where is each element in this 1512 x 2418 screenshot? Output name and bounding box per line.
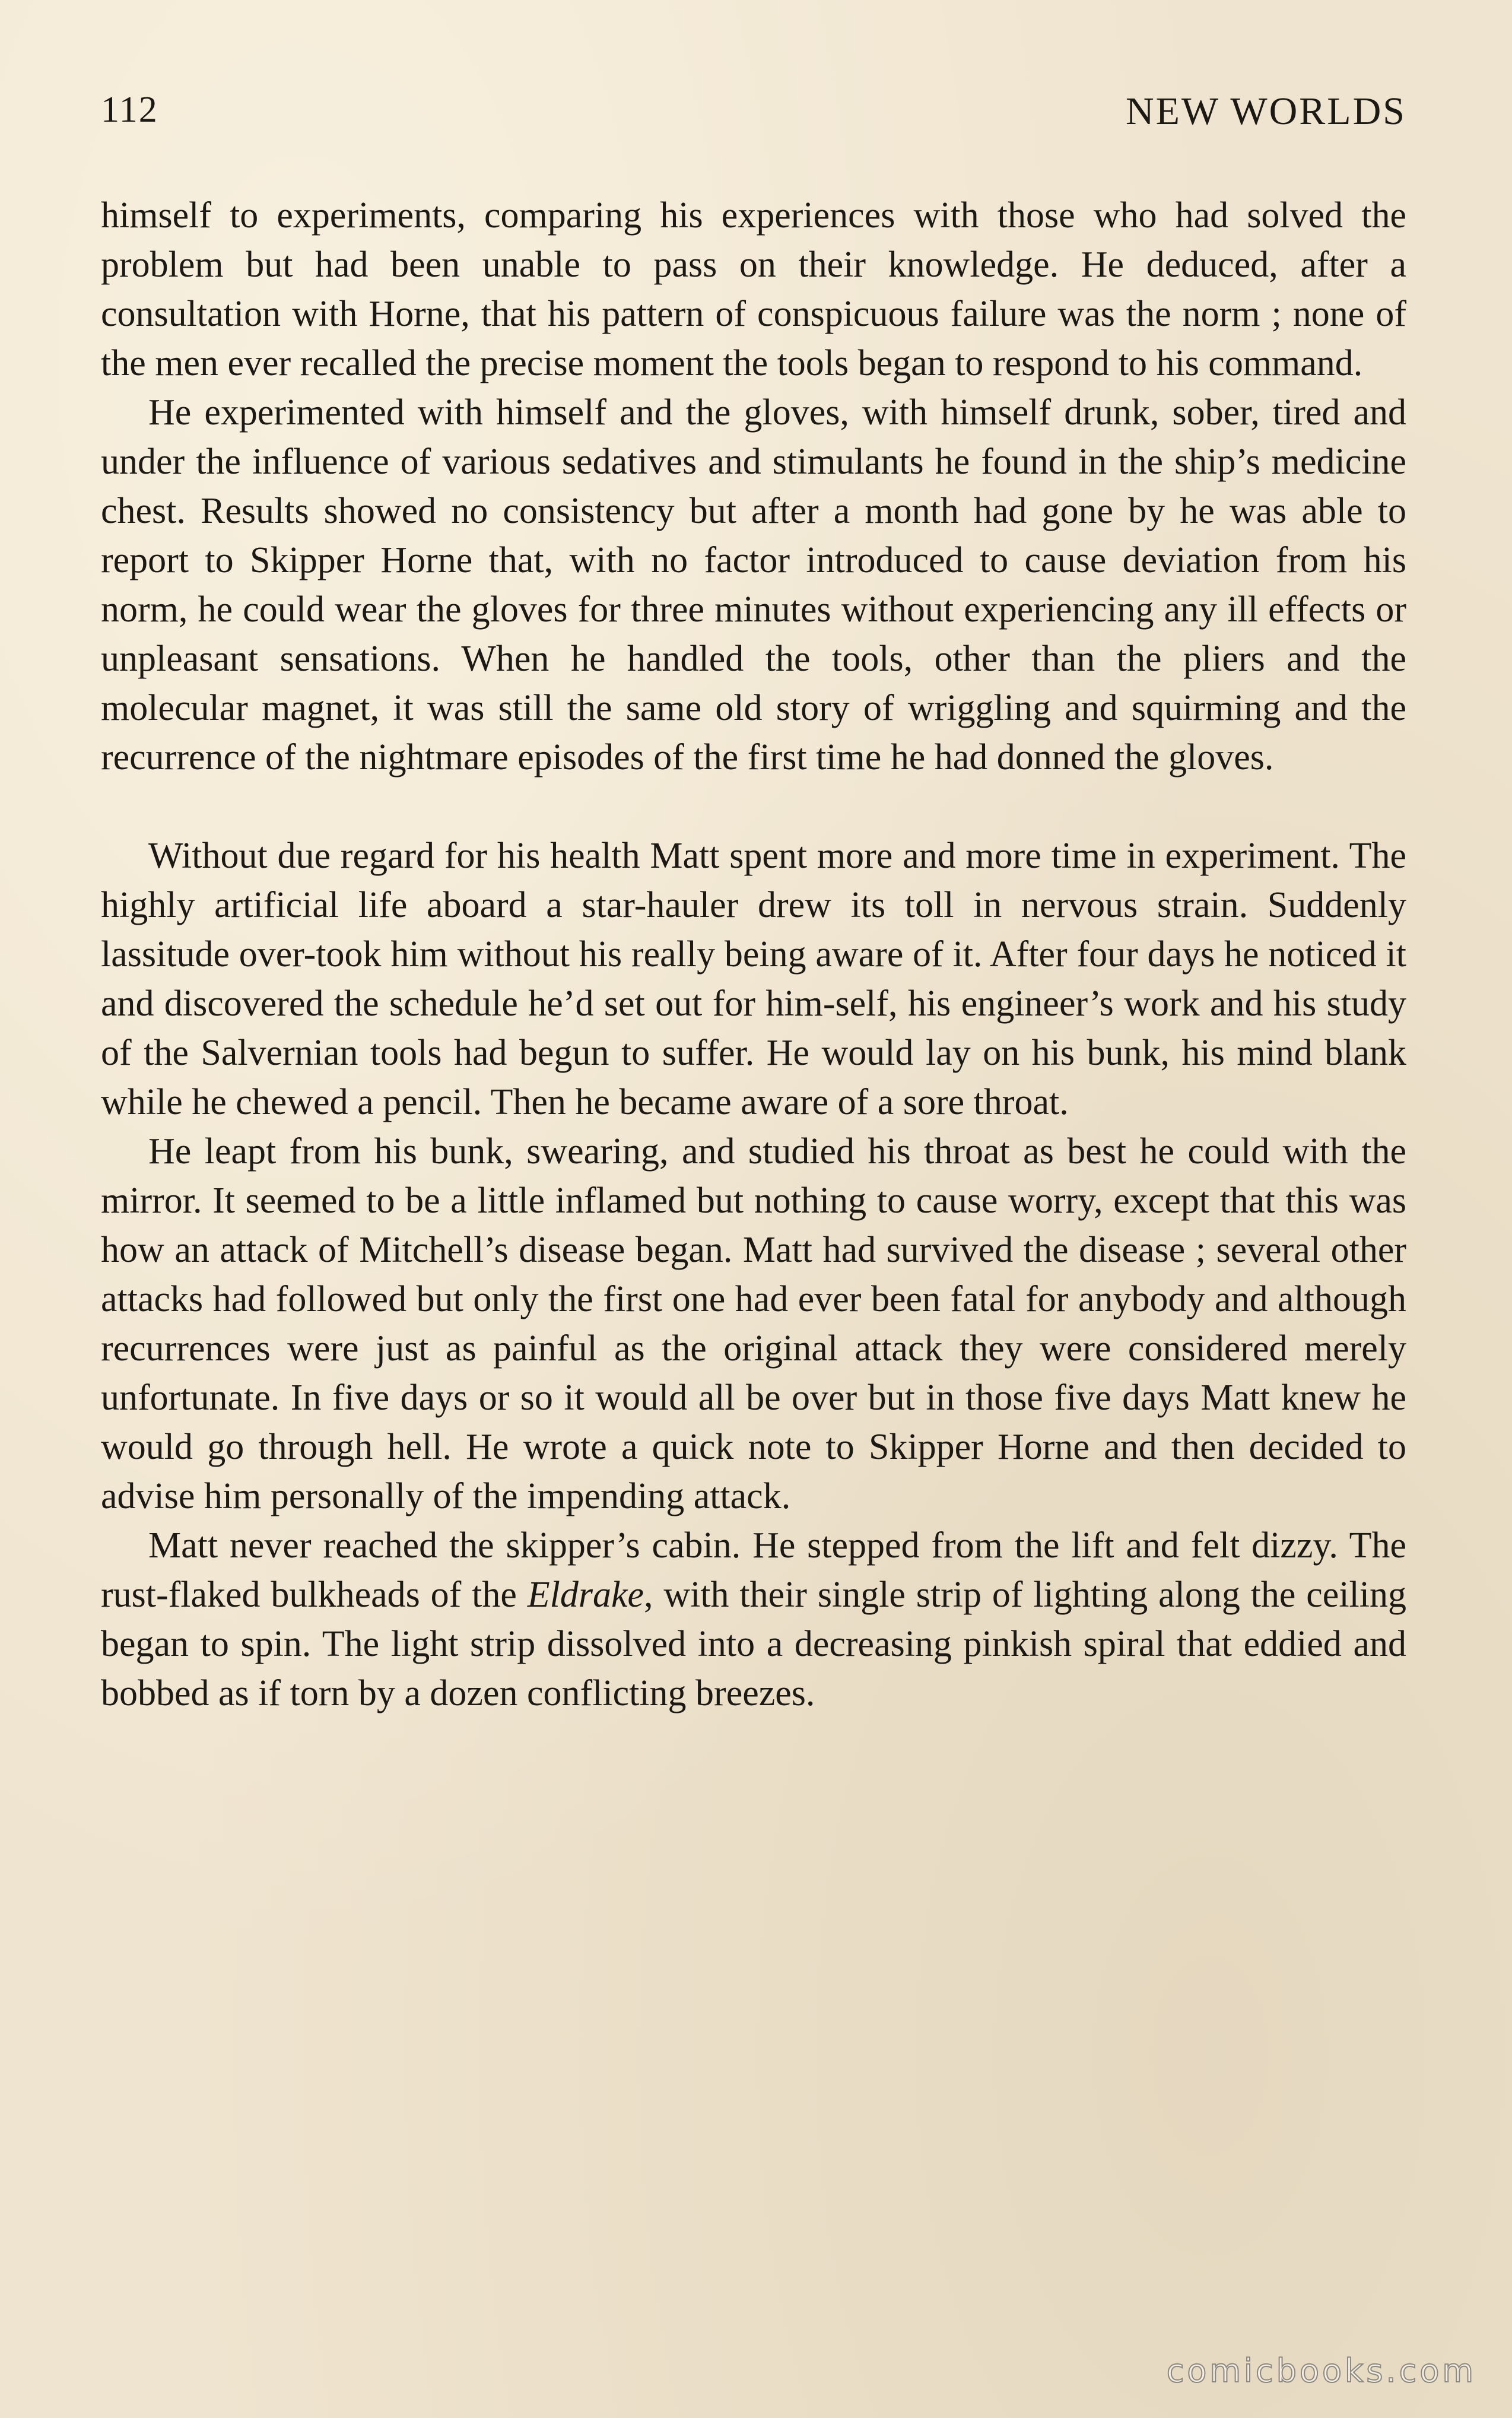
- paragraph-5-start: Matt never reached the skipper’s cabin. He stepped from the lift and felt dizzy. The rust-flaked bulkheads of the: [101, 1525, 1406, 1615]
- paragraph-5-end: , with their single strip of lighting along the ceiling began to spin. The light strip dissolved into a decreasing pinkish spiral that eddied and bobbed as if torn by a dozen conflicting breezes.: [101, 1575, 1406, 1713]
- ship-name: Eldrake: [527, 1575, 644, 1615]
- paragraph-5: [101, 1521, 1406, 1718]
- body-text: [101, 191, 1406, 1718]
- watermark: comicbooks.com: [1166, 2352, 1476, 2390]
- book-page: [101, 89, 1406, 2356]
- page-number: 112: [101, 90, 158, 130]
- running-title: NEW WORLDS: [1125, 90, 1406, 133]
- paragraph-2: He experimented with himself and the gloves, with himself drunk, sober, tired and under the influence of various sedatives and stimulants he found in the ship’s medicine chest. Results showed no consistency but after a month had gone by he was able to report to Skipper Horne that, with no factor introduced to cause deviation from his norm, he could wear the gloves for three minutes without experiencing any ill effects or unpleasant sensations. When he handled the tools, other than the pliers and the molecular magnet, it was still the same old story of wriggling and squirming and the recurrence of the nightmare episodes of the first time he had donned the gloves.: [101, 392, 1406, 778]
- paragraph-4: He leapt from his bunk, swearing, and studied his throat as best he could with the mirror. It seemed to be a little inflamed but nothing to cause worry, except that this was how an attack of Mitchell’s disease began. Matt had survived the disease ; several other attacks had followed but only the first one had ever been fatal for anybody and although recurrences were just as painful as the original attack they were considered merely unfortunate. In five days or so it would all be over but in those five days Matt knew he would go through hell. He wrote a quick note to Skipper Horne and then decided to advise him personally of the impending attack.: [101, 1131, 1406, 1516]
- paragraph-1: himself to experiments, comparing his experiences with those who had solved the problem but had been unable to pass on their knowledge. He deduced, after a consultation with Horne, that his pattern of conspicuous failure was the norm ; none of the men ever recalled the precise moment the tools began to respond to his command.: [101, 195, 1406, 383]
- running-head: [101, 89, 1406, 148]
- paragraph-3: Without due regard for his health Matt spent more and more time in experiment. The highly artificial life aboard a star-hauler drew its toll in nervous strain. Suddenly lassitude over-took him without his really being aware of it. After four days he noticed it and discovered the schedule he’d set out for him-self, his engineer’s work and his study of the Salvernian tools had begun to suffer. He would lay on his bunk, his mind blank while he chewed a pencil. Then he became aware of a sore throat.: [101, 836, 1406, 1122]
